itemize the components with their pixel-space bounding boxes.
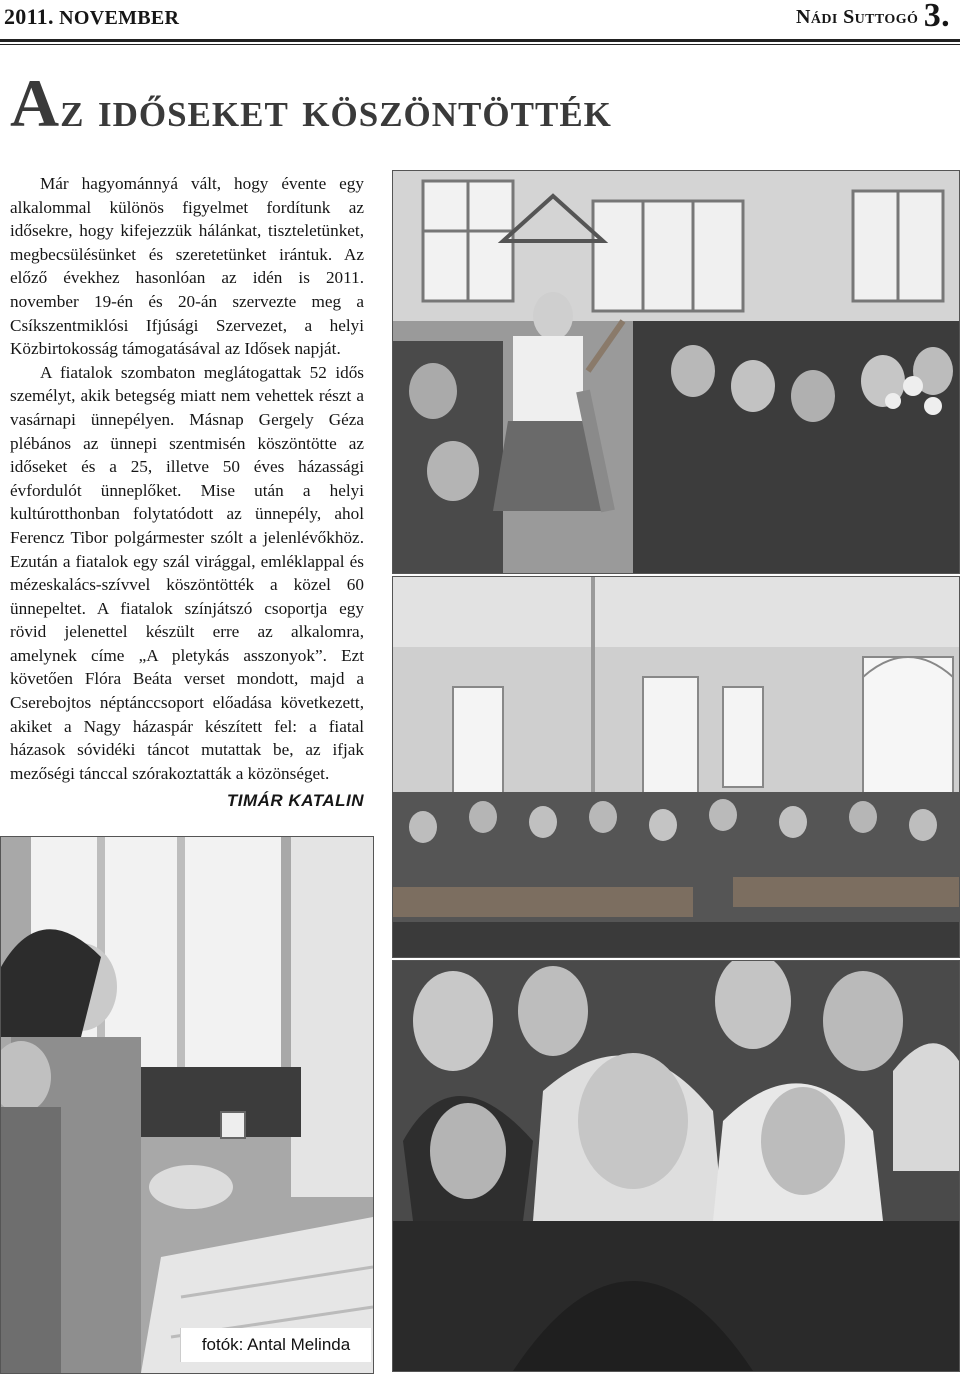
article-paragraph-1: Már hagyománnyá vált, hogy évente egy alkalommal különös figyelmet fordítunk az idősekre, hogy kifejezzük hálánkat, tiszteletünket, megbecsülésünket és szeretetünket irántuk. Az előző évekhez hasonlóan az idén is 2011. november 19-én és 20-án szervezte meg a Csíkszentmiklósi Ifjúsági Szervezet, a helyi Közbirtokosság támogatásával az Idősek napját. [10,174,364,359]
header-rule [0,39,960,42]
headline-text: z időseket köszöntötték [60,81,612,137]
headline-initial: A [10,65,61,141]
article-body [10,172,364,813]
photo-hall-audience [392,576,960,958]
photo-credit: fotók: Antal Melinda [180,1328,371,1362]
article-byline: TIMÁR KATALIN [226,791,364,811]
issue-year: 2011. [4,4,54,29]
publication-title: Nádi Suttogó [796,6,919,28]
issue-month: NOVEMBER [59,7,180,29]
photo-flower-greeting [392,170,960,574]
publication-header [796,0,950,34]
issue-date [4,4,179,30]
article-headline [10,64,950,143]
page-number: 3. [923,0,950,34]
photo-elderly-women [392,960,960,1372]
article-paragraph-2: A fiatalok szombaton meglátogattak 52 idős személyt, akik betegség miatt nem vehettek részt a vasárnapi ünnepélyen. Másnap Gergely Géza plébános az ünnepi szentmisén köszöntötte az időseket és a 25, illetve 50 éves házassági évfordulót ünneplőket. Mise után a helyi kultúrotthonban folytatódott az ünnepély, ahol Ferencz Tibor polgármester szólt a jelenlévőkhöz. Ezután a fiatalok egy szál virággal, emléklappal és mézeskalács-szívvel köszöntötték a közel 60 ünnepeltet. A fiatalok színjátszó csoportja egy rövid jelenettel készült erre az alkalomra, amelynek címe „A pletykás asszonyok”. Ezt követően Flóra Beáta verset mondott, majd a Cserebojtos néptánccsoport előadása következett, akiket a Nagy házaspár készített fel: a fiatal házasok sóvidéki táncot mutattak be, az ifjak mezőségi tánccal szórakoztatták a közönséget. [10,362,364,783]
photo-home-visit [0,836,374,1374]
header-rule-thin [0,44,960,45]
